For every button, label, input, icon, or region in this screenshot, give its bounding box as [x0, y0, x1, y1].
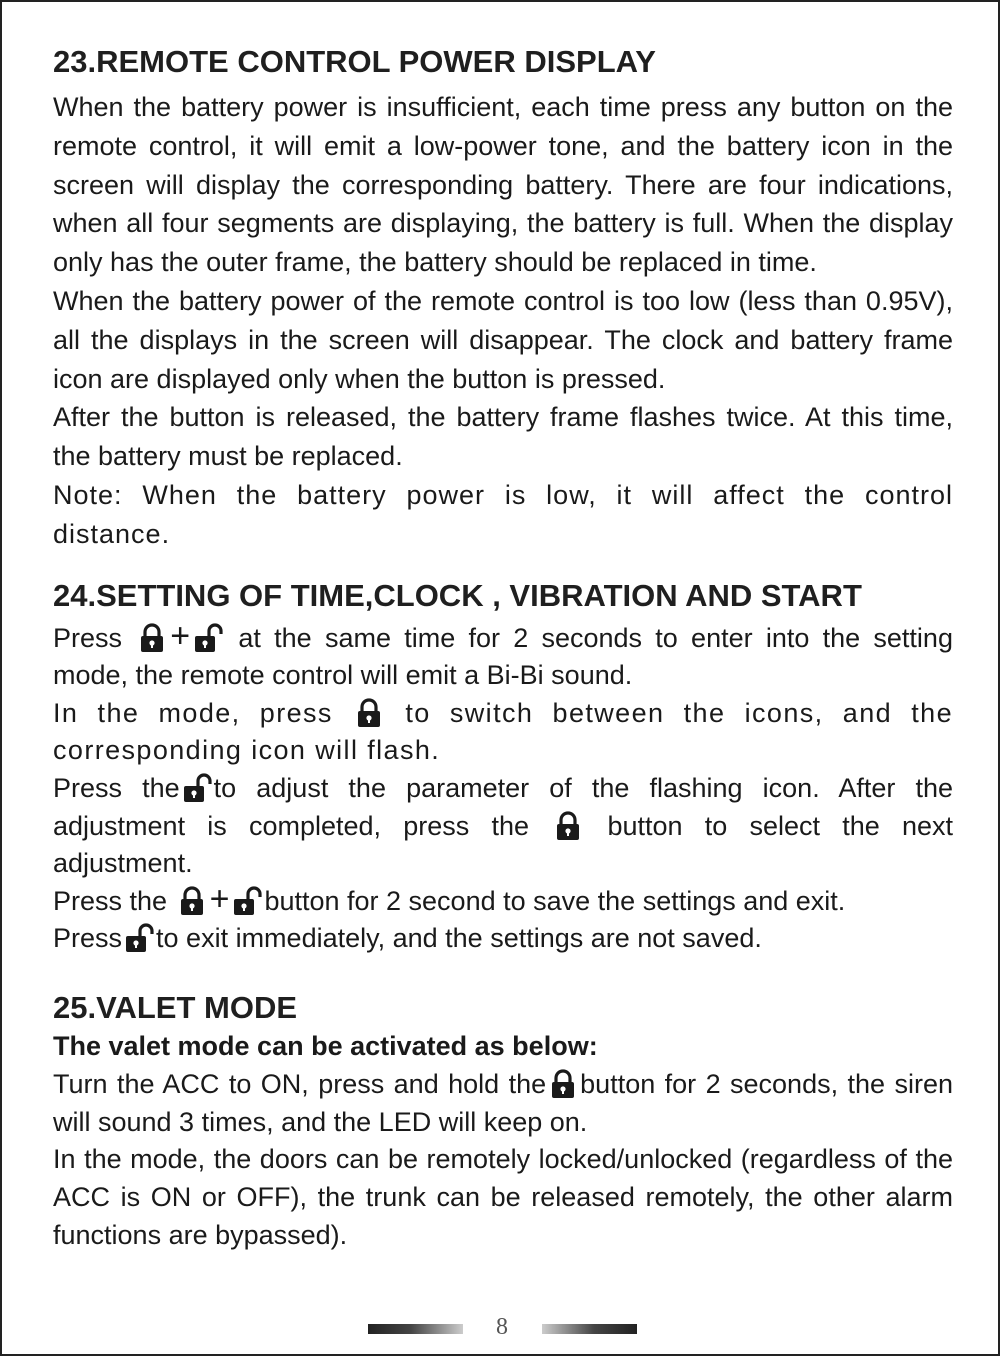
- paragraph: After the button is released, the battery frame flashes twice. At this time, the battery must be replaced.: [53, 402, 953, 472]
- text-fragment: to adjust the parameter of the flashing icon. After the adjustment is completed, press the: [53, 772, 953, 841]
- section-title: 23.REMOTE CONTROL POWER DISPLAY: [53, 44, 656, 79]
- text-fragment: to switch between the icons, and the corresponding icon will flash.: [53, 697, 954, 766]
- text-fragment: Turn the ACC to ON, press and hold the: [53, 1068, 547, 1099]
- text-fragment: to exit immediately, and the settings are not saved.: [156, 923, 762, 954]
- text-fragment: button for 2 seconds, the siren will sound 3 times, and the LED will keep on.: [53, 1068, 953, 1137]
- page-footer: [2, 1316, 1000, 1342]
- text-fragment: Press the: [53, 772, 180, 803]
- page-number: 8: [496, 1314, 508, 1340]
- section-subtitle: The valet mode can be activated as below:: [53, 1030, 598, 1061]
- section-title: 24.SETTING OF TIME,CLOCK , VIBRATION AND START: [53, 577, 862, 613]
- lock-icon: [177, 885, 207, 917]
- paragraph: [53, 616, 953, 695]
- text-fragment: button for 2 second to save the settings and exit.: [264, 885, 846, 916]
- note-paragraph: Note: When the battery power is low, it will affect the control distance.: [53, 479, 953, 549]
- lock-icon: [553, 810, 583, 842]
- text-fragment: Press the: [53, 885, 168, 916]
- text-fragment: Press: [53, 923, 123, 954]
- text-fragment: Press: [53, 622, 123, 653]
- footer-decor-bar-left: [368, 1324, 463, 1334]
- lock-icon: [548, 1068, 578, 1100]
- text-fragment: button to select the next adjustment.: [53, 810, 953, 879]
- lock-icon: [354, 697, 384, 729]
- footer-decor-bar-right: [542, 1324, 637, 1334]
- section-title: 25.VALET MODE: [53, 989, 298, 1025]
- paragraph: In the mode, the doors can be remotely locked/unlocked (regardless of the ACC is ON or OFF), the trunk can be released remotely, the other alarm functions are bypassed).: [53, 1144, 953, 1250]
- lock-icon: [137, 622, 167, 654]
- plus-sign: +: [209, 879, 230, 918]
- paragraph: When the battery power of the remote control is too low (less than 0.95V), all the displays in the screen will disappear. The clock and battery frame icon are displayed only when the button is pressed.: [53, 285, 953, 394]
- page-content: [53, 42, 953, 1255]
- text-fragment: at the same time for 2 seconds to enter into the setting mode, the remote control will emit a Bi-Bi sound.: [53, 622, 953, 691]
- unlock-icon: [232, 885, 262, 917]
- text-fragment: In the mode, press: [53, 697, 333, 728]
- paragraph: [53, 1066, 953, 1142]
- paragraph: When the battery power is insufficient, each time press any button on the remote control, it will emit a low-power tone, and the battery icon in the screen will display the corresponding battery. There are four indications, when all four segments are displaying, the battery is full. When the display only has the outer frame, the battery should be replaced in time.: [53, 92, 953, 278]
- paragraph: [53, 695, 953, 770]
- section-setting-time-clock: [53, 576, 953, 958]
- unlock-icon: [124, 922, 154, 954]
- plus-sign: +: [170, 616, 191, 655]
- paragraph: [53, 879, 953, 921]
- section-valet-mode: [53, 988, 953, 1255]
- paragraph: [53, 920, 953, 958]
- unlock-icon: [182, 772, 212, 804]
- section-remote-control-power-display: [53, 42, 953, 554]
- paragraph: [53, 770, 953, 883]
- unlock-icon: [193, 622, 223, 654]
